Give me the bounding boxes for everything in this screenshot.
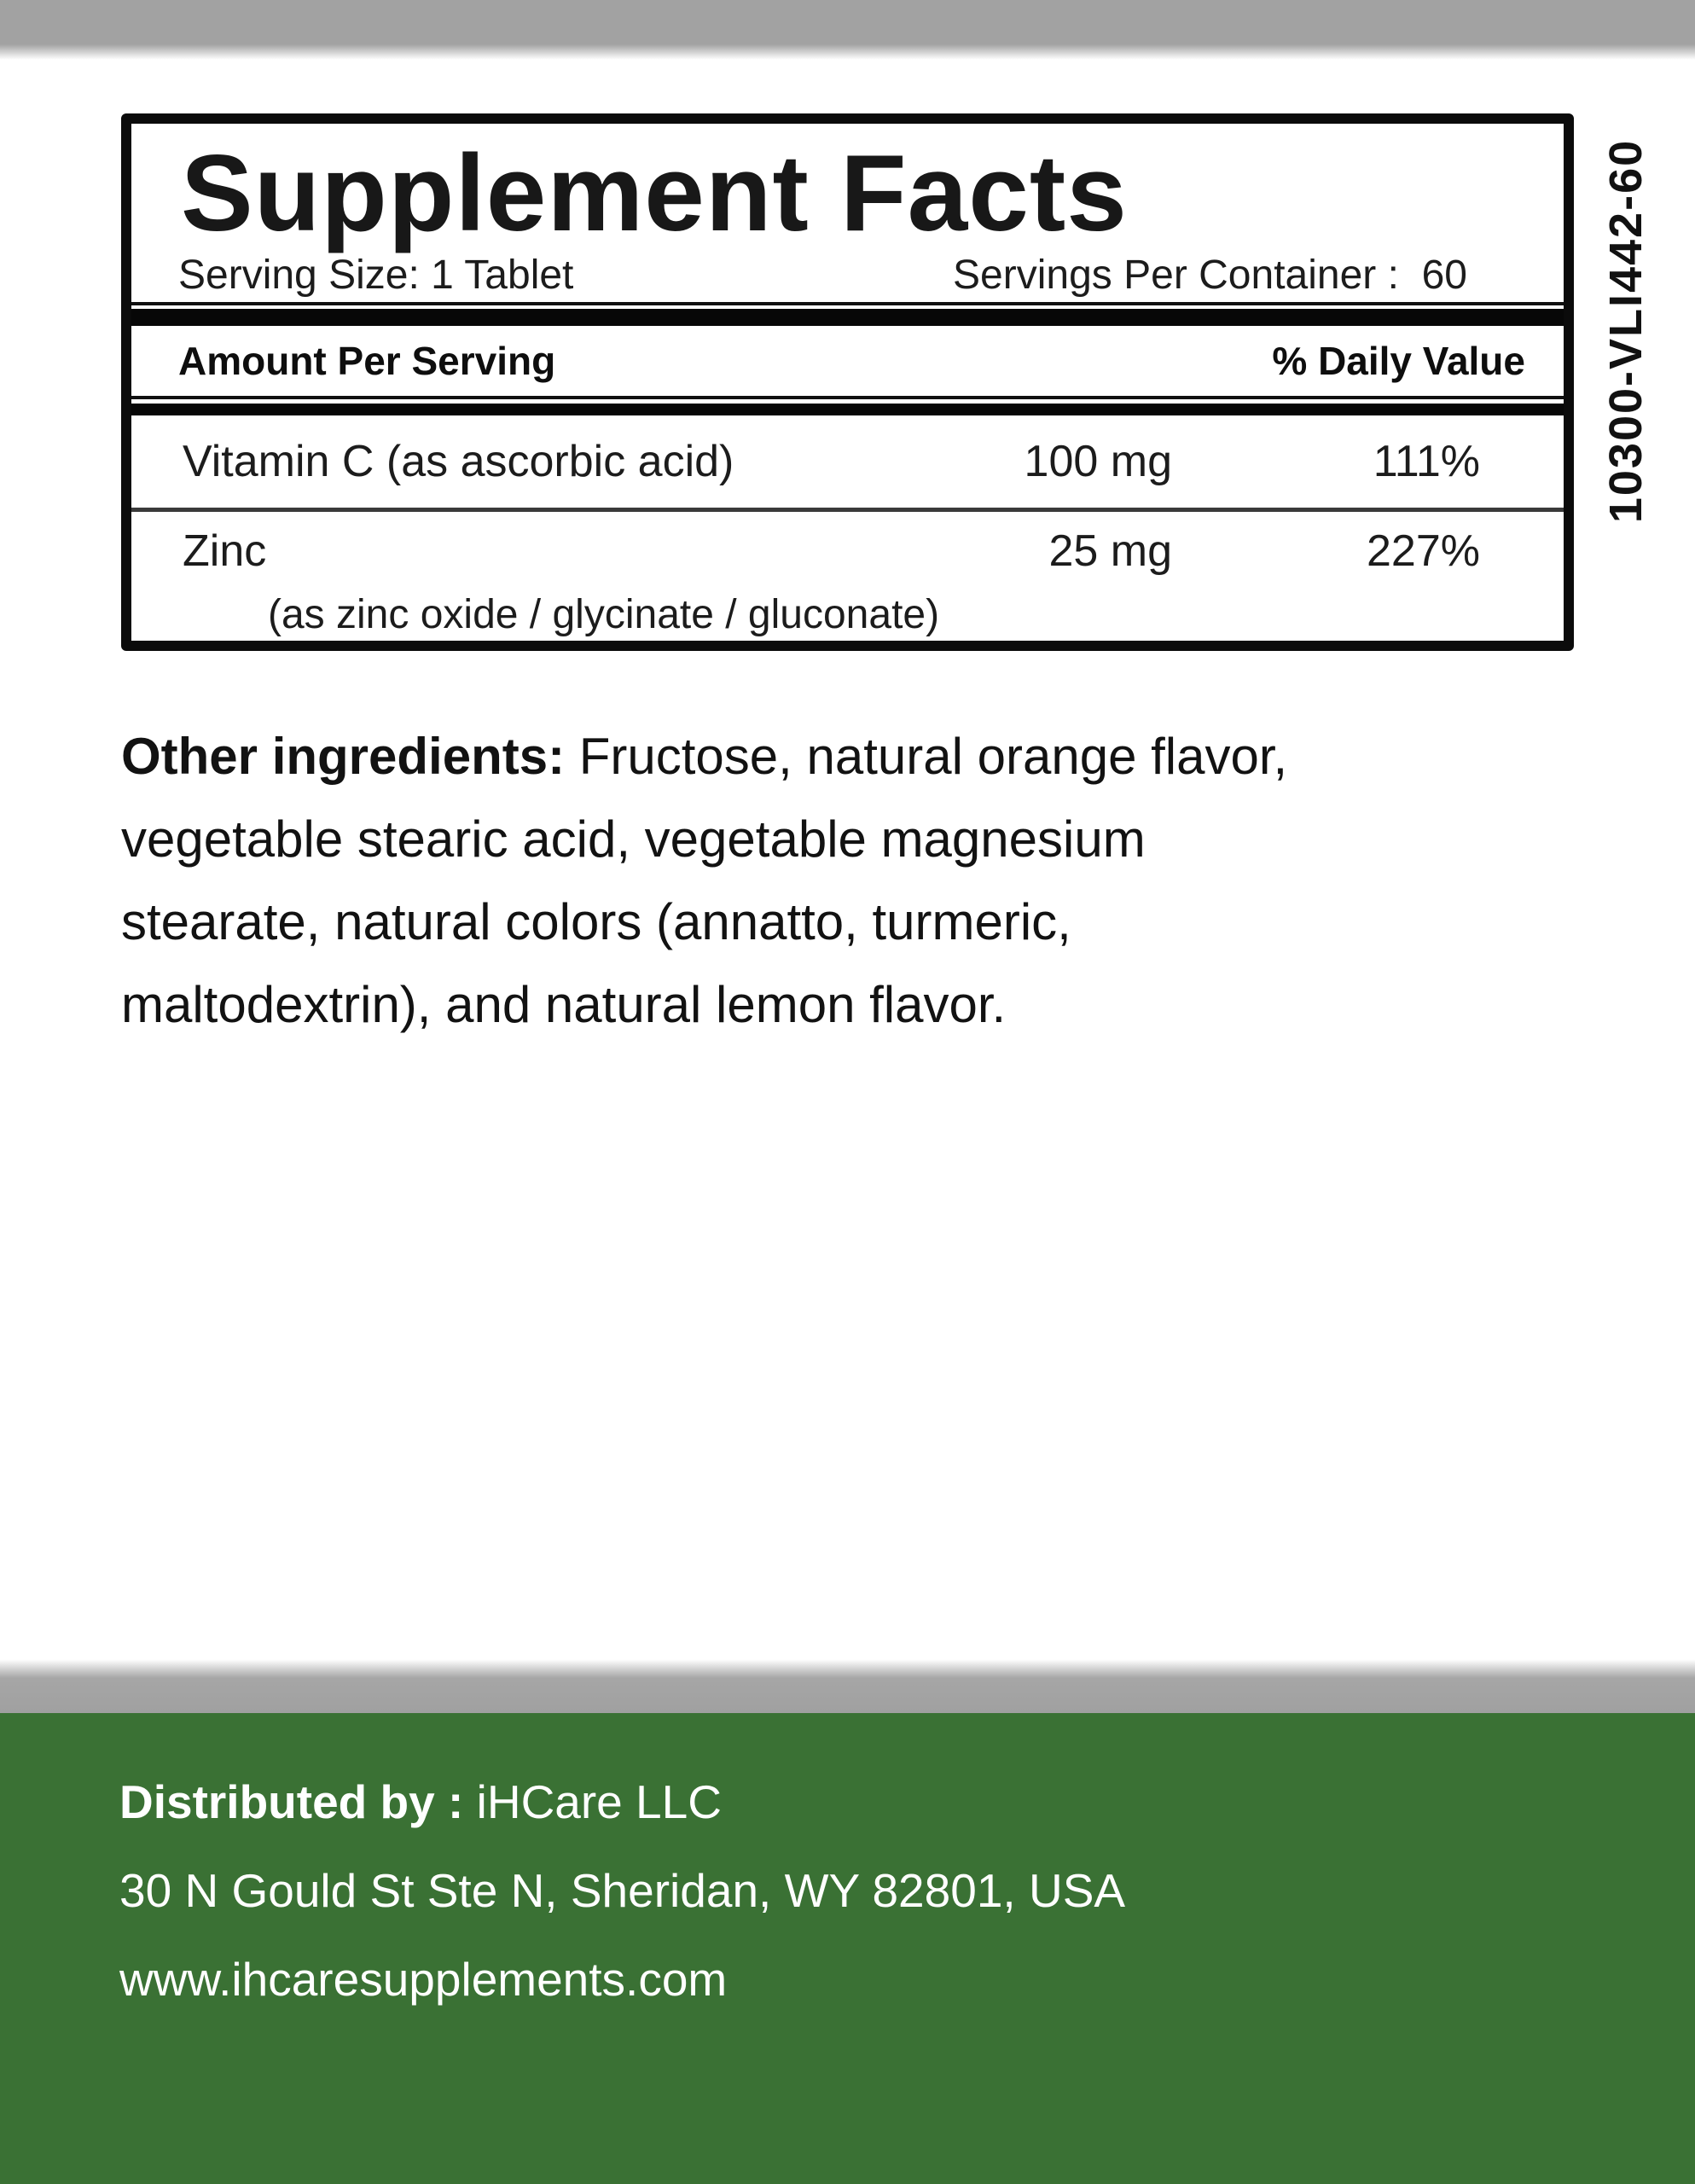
other-ingredients-line: maltodextrin), and natural lemon flavor. [121,976,1007,1033]
heavy-divider [131,309,1564,326]
servings-per-container-text: Servings Per Container : 60 [953,252,1467,298]
nutrient-name: Zinc [183,526,267,576]
nutrient-row-vitamin-c [131,415,1564,508]
company-name: iHCare LLC [476,1775,722,1828]
nutrient-row-zinc [131,512,1564,590]
amount-per-serving-header: Amount Per Serving [178,339,556,383]
zinc-source-note: (as zinc oxide / glycinate / gluconate) [268,591,940,637]
mid-divider [131,404,1564,415]
distributor-footer [0,1713,1695,2184]
daily-value-header: % Daily Value [1272,339,1525,383]
lot-code-vertical: 10300-VLI442-60 [1600,138,1651,524]
bottom-gray-band [0,1659,1695,1713]
other-ingredients-label: Other ingredients: [121,728,566,785]
supplement-facts-panel [121,113,1574,651]
distributed-by-line [119,1757,1644,1846]
nutrient-amount: 25 mg [1048,526,1172,576]
distributed-by-label: Distributed by : [119,1775,477,1828]
other-ingredients-text: Fructose, natural orange flavor, [565,728,1288,785]
other-ingredients-paragraph [121,715,1287,1046]
serving-info-row [131,247,1564,302]
top-gray-band [0,0,1695,60]
nutrient-name: Vitamin C (as ascorbic acid) [183,437,734,486]
column-header-row [131,326,1564,396]
address-line: 30 N Gould St Ste N, Sheridan, WY 82801, USA [119,1864,1126,1917]
panel-title: Supplement Facts [181,132,1128,253]
nutrient-daily-value: 111% [1373,437,1480,486]
other-ingredients-line: vegetable stearic acid, vegetable magnesium [121,810,1146,868]
nutrient-amount: 100 mg [1024,437,1172,486]
serving-size-text: Serving Size: 1 Tablet [178,252,574,298]
other-ingredients-line: stearate, natural colors (annatto, turmeric, [121,893,1071,950]
website-text: www.ihcaresupplements.com [119,1953,728,2006]
other-ingredients-line [121,715,1287,798]
nutrient-daily-value: 227% [1367,526,1480,576]
